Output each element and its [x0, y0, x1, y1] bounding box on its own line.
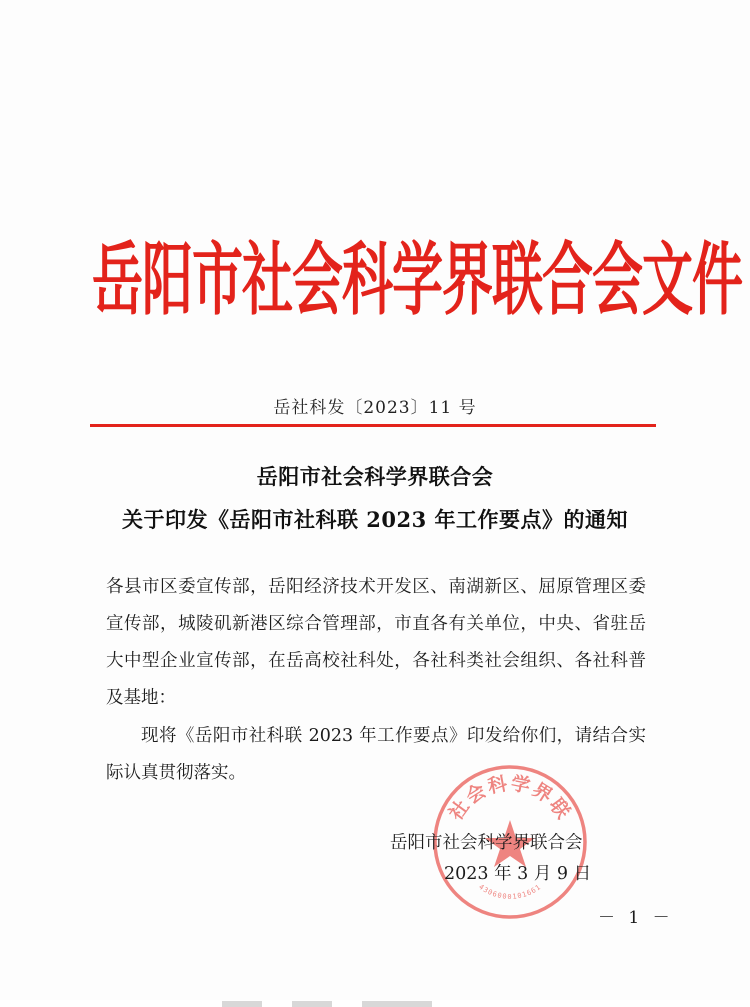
red-divider-line	[90, 424, 656, 427]
document-number: 岳社科发〔2023〕11 号	[273, 398, 477, 418]
notice-title-line-1: 岳阳市社会科学界联合会	[256, 464, 494, 489]
page-number: － 1 －	[598, 908, 674, 928]
svg-text:社会科学界联	[443, 771, 576, 825]
signature-date: 2023 年 3 月 9 日	[444, 864, 592, 884]
signature-organization: 岳阳市社会科学界联合会	[390, 833, 583, 853]
seal-top-text: 社会科学界联	[444, 772, 576, 825]
org-banner-title: 岳阳市社会科学界联合会文件	[92, 235, 743, 327]
notice-paragraph: 现将《岳阳市社科联 2023 年工作要点》印发给你们，请结合实际认真贯彻落实。	[106, 726, 646, 783]
recipients-paragraph: 各县市区委宣传部，岳阳经济技术开发区、南湖新区、屈原管理区委宣传部，城陵矶新港区综合管理部，市直各有关单位，中央、省驻岳大中型企业宣传部，在岳高校社科处，各社科类社会组织、各社科普及基地：	[106, 577, 646, 708]
svg-text:4306000101661	[477, 883, 543, 901]
seal-code-text: 4306000101661	[477, 882, 543, 901]
scan-bleed-mark	[222, 988, 522, 1000]
notice-title-line-2: 关于印发《岳阳市社科联 2023 年工作要点》的通知	[121, 507, 629, 532]
